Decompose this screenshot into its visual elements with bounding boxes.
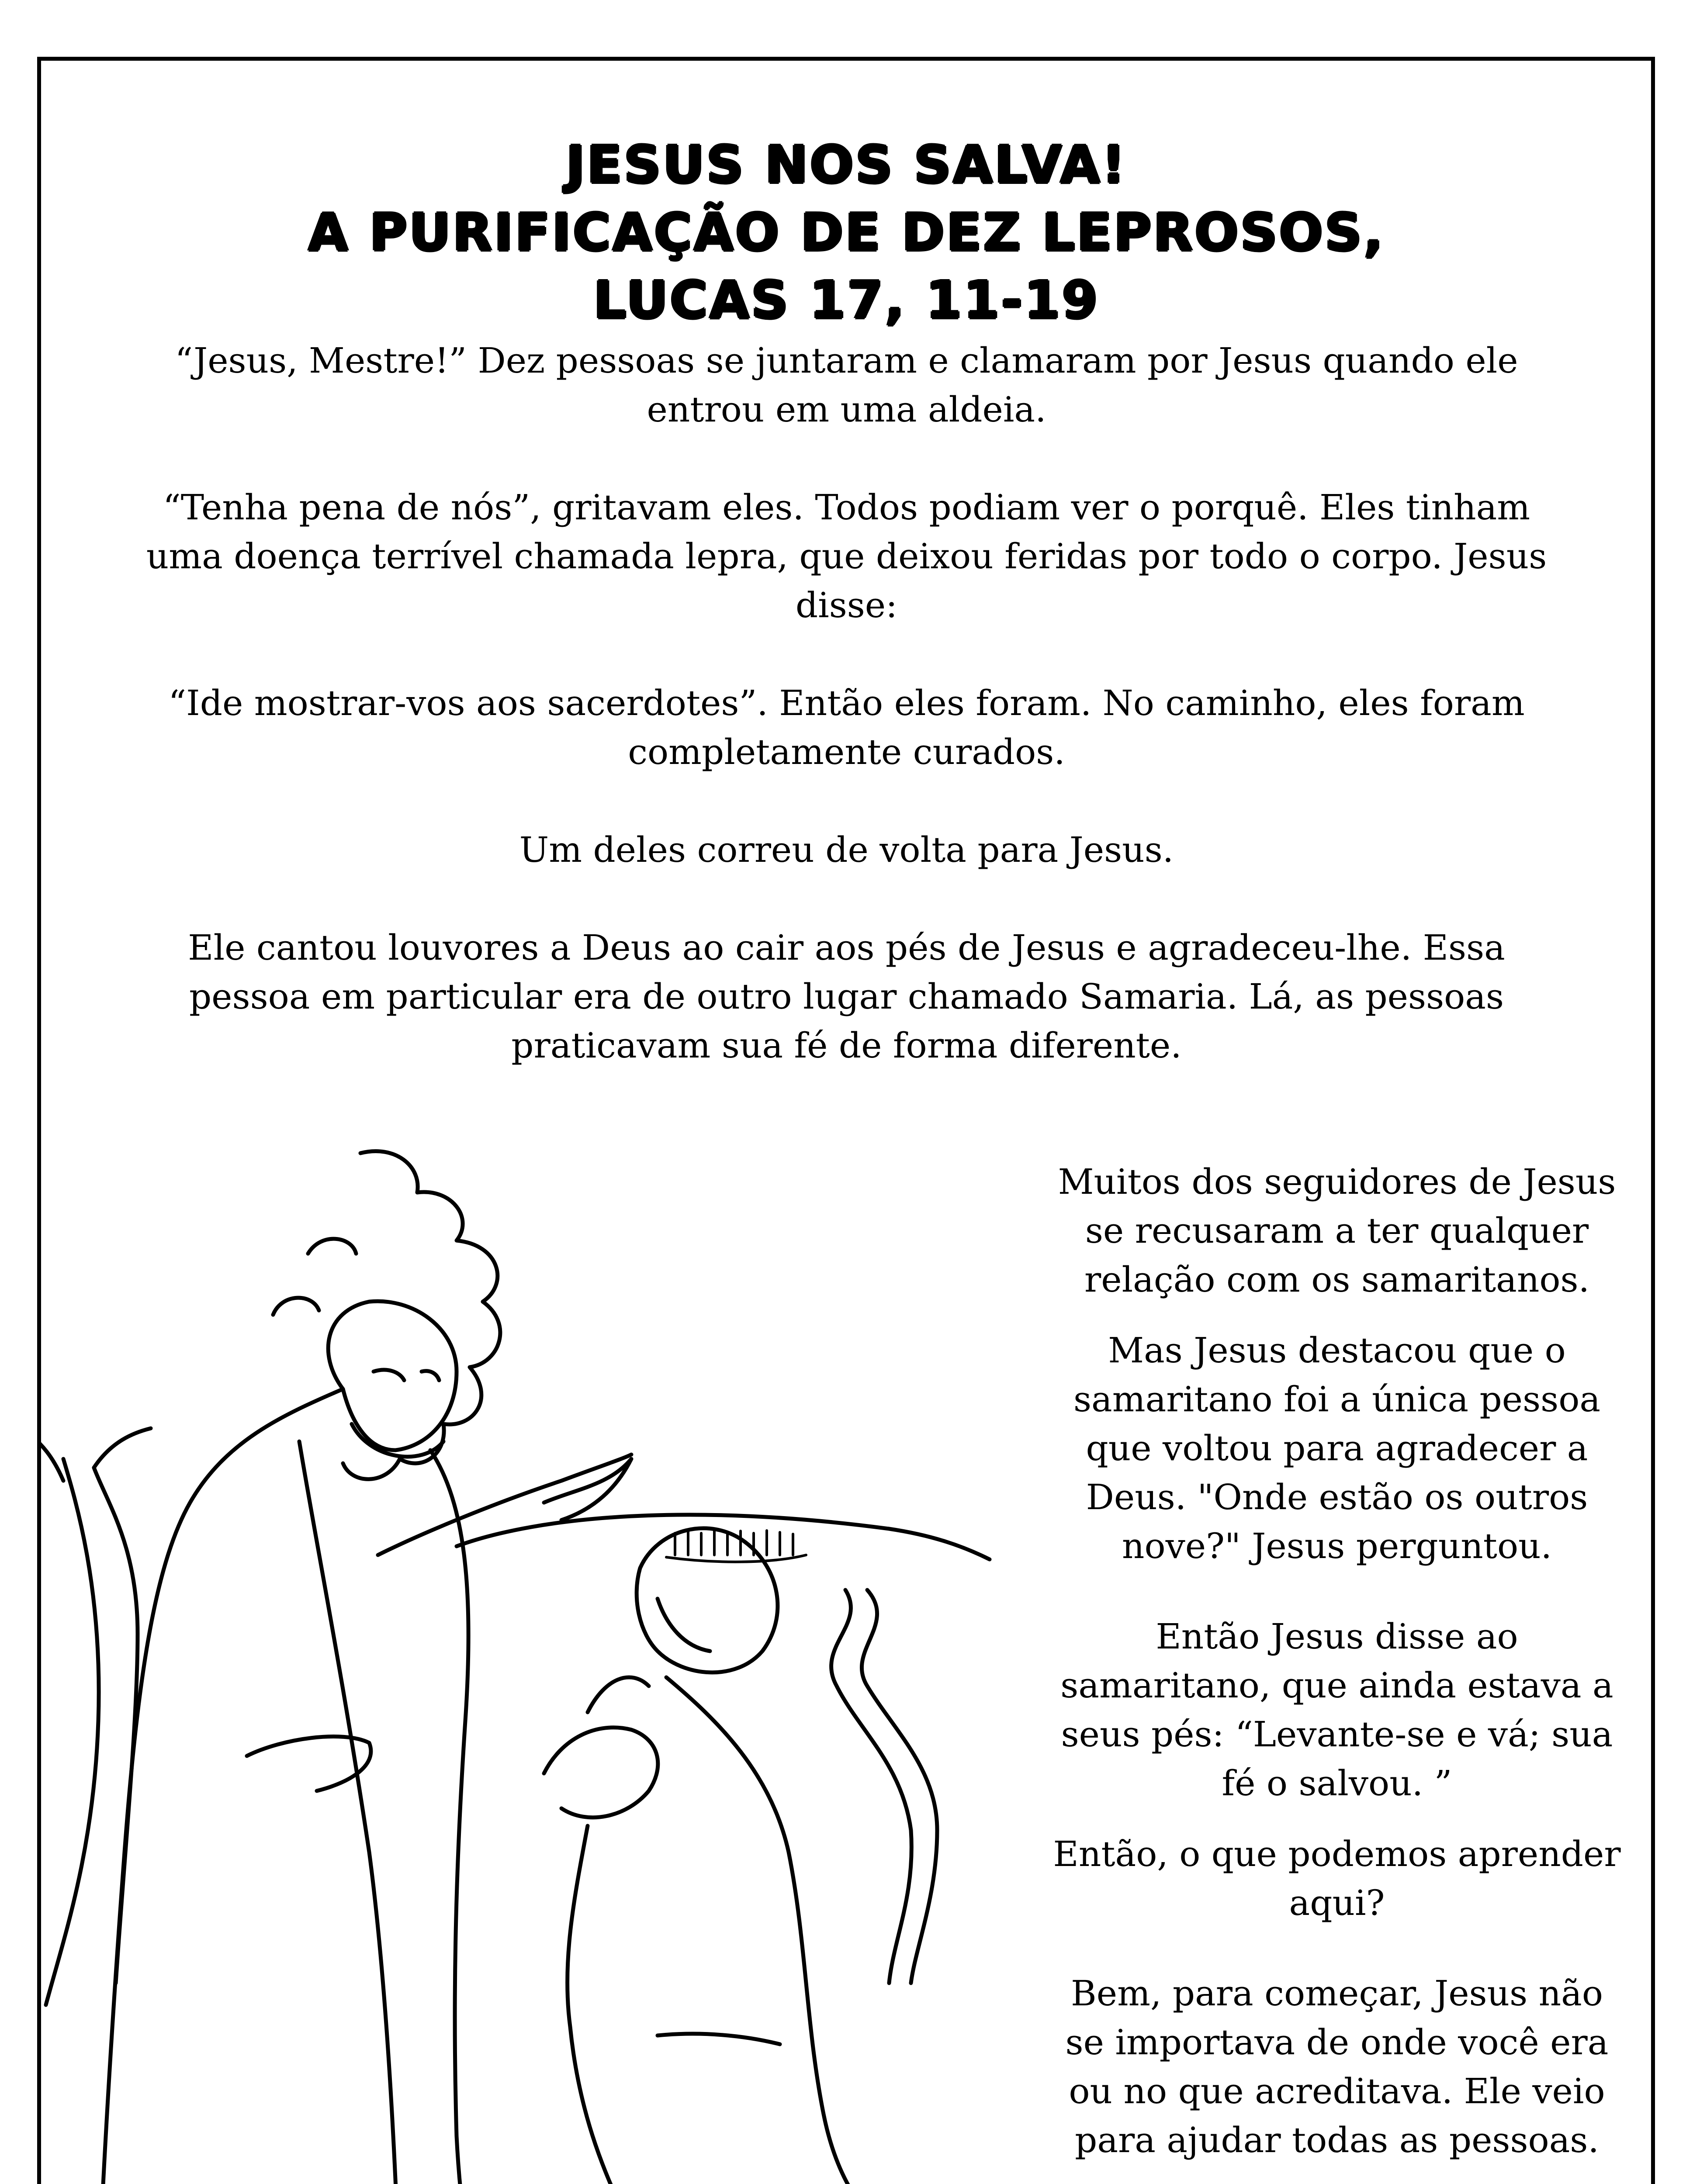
story-text xyxy=(131,336,1562,1119)
paragraph: “Ide mostrar-vos aos sacerdotes”. Então eles foram. No caminho, eles foram completamente curados. xyxy=(168,683,1525,772)
side-paragraph: Então Jesus disse ao samaritano, que ainda estava a seus pés: “Levante-se e vá; sua fé o salvou. ” xyxy=(1060,1616,1613,1804)
side-paragraph: Bem, para começar, Jesus não se importava de onde você era ou no que acreditava. Ele veio para ajudar todas as pessoas. xyxy=(1065,1973,1609,2160)
samaritan-figure xyxy=(544,1528,922,2184)
tree-trunk xyxy=(46,1459,99,2005)
side-paragraph: Muitos dos seguidores de Jesus se recusaram a ter qualquer relação com os samaritanos. xyxy=(1058,1161,1616,1300)
side-paragraph: Então, o que podemos aprender aqui? xyxy=(1053,1834,1621,1923)
winding-path xyxy=(831,1590,912,1983)
side-paragraph: Mas Jesus destacou que o samaritano foi a única pessoa que voltou para agradecer a Deus. "Onde estão os outros nove?" Jesus perguntou. xyxy=(1073,1330,1601,1566)
hill-line xyxy=(457,1515,990,1559)
paragraph: Ele cantou louvores a Deus ao cair aos pés de Jesus e agradeceu-lhe. Essa pessoa em particular era de outro lugar chamado Samaria. Lá, as pessoas praticavam sua fé de forma diferente. xyxy=(188,927,1505,1066)
paragraph: Um deles correu de volta para Jesus. xyxy=(519,829,1174,870)
title-line-3: LUCAS 17, 11-19 xyxy=(593,270,1100,330)
side-column-text xyxy=(1053,1158,1621,2184)
paragraph: “Jesus, Mestre!” Dez pessoas se juntaram e clamaram por Jesus quando ele entrou em uma aldeia. xyxy=(175,340,1518,430)
jesus-figure xyxy=(98,1301,631,2184)
coloring-illustration xyxy=(37,1109,1016,2184)
page-title xyxy=(0,131,1693,334)
paragraph: “Tenha pena de nós”, gritavam eles. Todos podiam ver o porquê. Eles tinham uma doença terrível chamada lepra, que deixou feridas por todo o corpo. Jesus disse: xyxy=(146,487,1547,625)
title-line-1: JESUS NOS SALVA! xyxy=(566,135,1127,195)
title-line-2: A PURIFICAÇÃO DE DEZ LEPROSOS, xyxy=(308,202,1385,263)
